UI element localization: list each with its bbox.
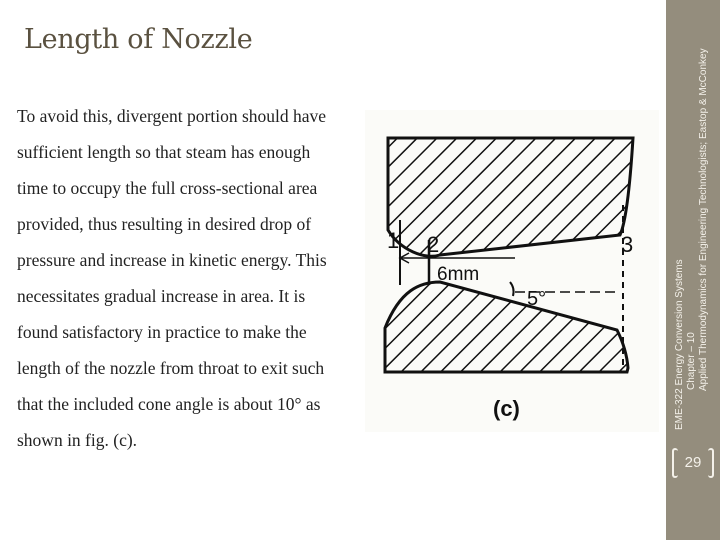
body-line: sufficient length so that steam has enough bbox=[17, 142, 311, 162]
page-number: 29 bbox=[684, 454, 702, 471]
body-text bbox=[17, 98, 382, 458]
section-label-2: 2 bbox=[427, 232, 440, 257]
sidebar-chapter: Chapter – 10 bbox=[686, 332, 697, 390]
sidebar-course: EME-322 Energy Conversion Systems bbox=[674, 259, 685, 430]
angle-arc bbox=[510, 282, 514, 296]
lower-nozzle-wall bbox=[385, 282, 628, 372]
upper-nozzle-wall bbox=[388, 138, 633, 256]
body-line: found satisfactory in practice to make the bbox=[17, 322, 307, 342]
angle-label: 5° bbox=[527, 288, 547, 310]
section-label-1: 1 bbox=[387, 228, 400, 253]
body-line: shown in fig. (c). bbox=[17, 430, 138, 450]
nozzle-diagram bbox=[365, 110, 659, 432]
section-label-3: 3 bbox=[621, 232, 634, 257]
figure-caption: (c) bbox=[493, 396, 520, 421]
body-line: that the included cone angle is about 10° as bbox=[17, 394, 321, 414]
dimension-label: 6mm bbox=[437, 264, 480, 285]
body-line: necessitates gradual increase in area. It is bbox=[17, 286, 306, 306]
body-line: length of the nozzle from throat to exit such bbox=[17, 358, 325, 378]
body-line: time to occupy the full cross-sectional area bbox=[17, 178, 318, 198]
nozzle-figure bbox=[365, 110, 659, 432]
sidebar-reference: Applied Thermodynamics for Engineering Technologists; Eastop & McConkey bbox=[698, 48, 709, 391]
body-line: provided, thus resulting in desired drop of bbox=[17, 214, 312, 234]
slide-title: Length of Nozzle bbox=[24, 24, 253, 55]
body-line: pressure and increase in kinetic energy. This bbox=[17, 250, 327, 270]
body-line: To avoid this, divergent portion should have bbox=[17, 106, 327, 126]
